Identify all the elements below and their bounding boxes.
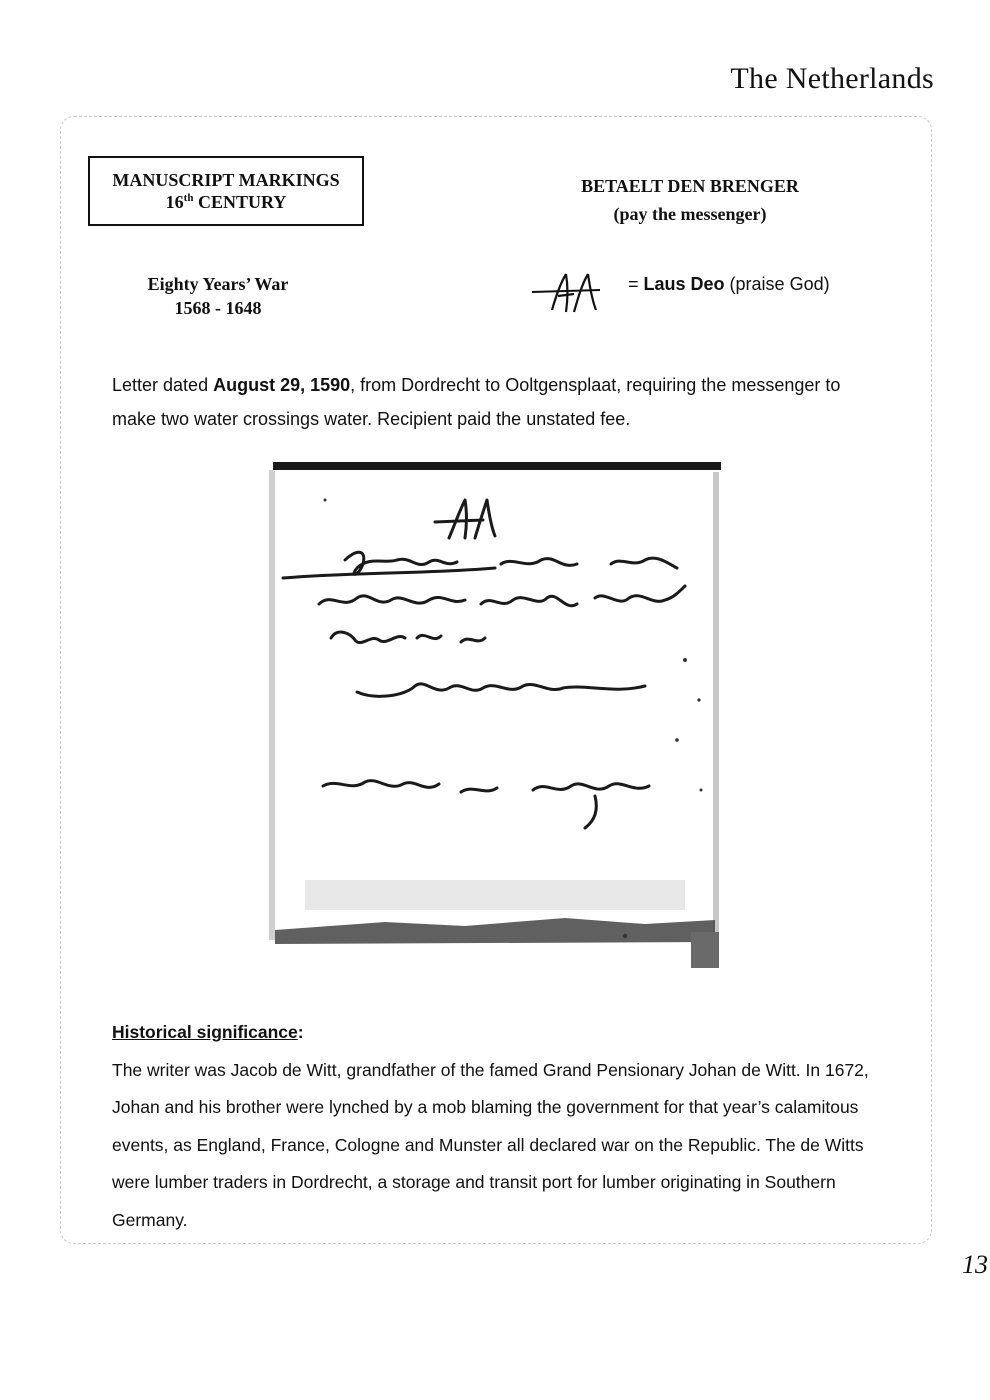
page-country-title: The Netherlands — [730, 62, 934, 95]
laus-deo-caption: = Laus Deo (praise God) — [628, 274, 830, 294]
war-name: Eighty Years’ War — [147, 274, 289, 294]
page-number: 13 — [962, 1250, 988, 1279]
historical-significance: Historical significance: The writer was Jacob de Witt, grandfather of the famed Grand Pensionary Johan de Witt. In 1672, Johan and his brother were lynched by a mob blaming the government for that year’s calamitous events, as England, France, Cologne and Munster all declared war on the Republic. The de Witts were lumber traders in Dordrecht, a storage and transit port for lumber originating in Southern Germany. — [112, 1014, 892, 1239]
section-title-line1: MANUSCRIPT MARKINGS — [112, 170, 340, 190]
war-years: 1568 - 1648 — [174, 298, 262, 318]
letter-image — [265, 460, 725, 972]
letter-description: Letter dated August 29, 1590, from Dordrecht to Ooltgensplaat, requiring the messenger to make two water crossings water. Recipient paid the unstated fee. — [112, 375, 841, 429]
section-title-box — [88, 156, 364, 226]
marking-subtitle: (pay the messenger) — [613, 204, 767, 224]
section-title-line2: 16th CENTURY — [165, 192, 287, 212]
historical-significance-heading: Historical significance — [112, 1022, 298, 1042]
war-period — [118, 272, 318, 320]
historical-significance-text: The writer was Jacob de Witt, grandfather of the famed Grand Pensionary Johan de Witt. In 1672, Johan and his brother were lynched by a mob blaming the government for that year’s calamitous events, as England, France, Cologne and Munster all declared war on the Republic. The de Witts were lumber traders in Dordrecht, a storage and transit port for lumber originating in Southern Germany. — [112, 1059, 869, 1230]
laus-deo-symbol-icon — [522, 268, 612, 318]
marking-heading — [540, 172, 840, 228]
marking-title: BETAELT DEN BRENGER — [581, 176, 799, 196]
